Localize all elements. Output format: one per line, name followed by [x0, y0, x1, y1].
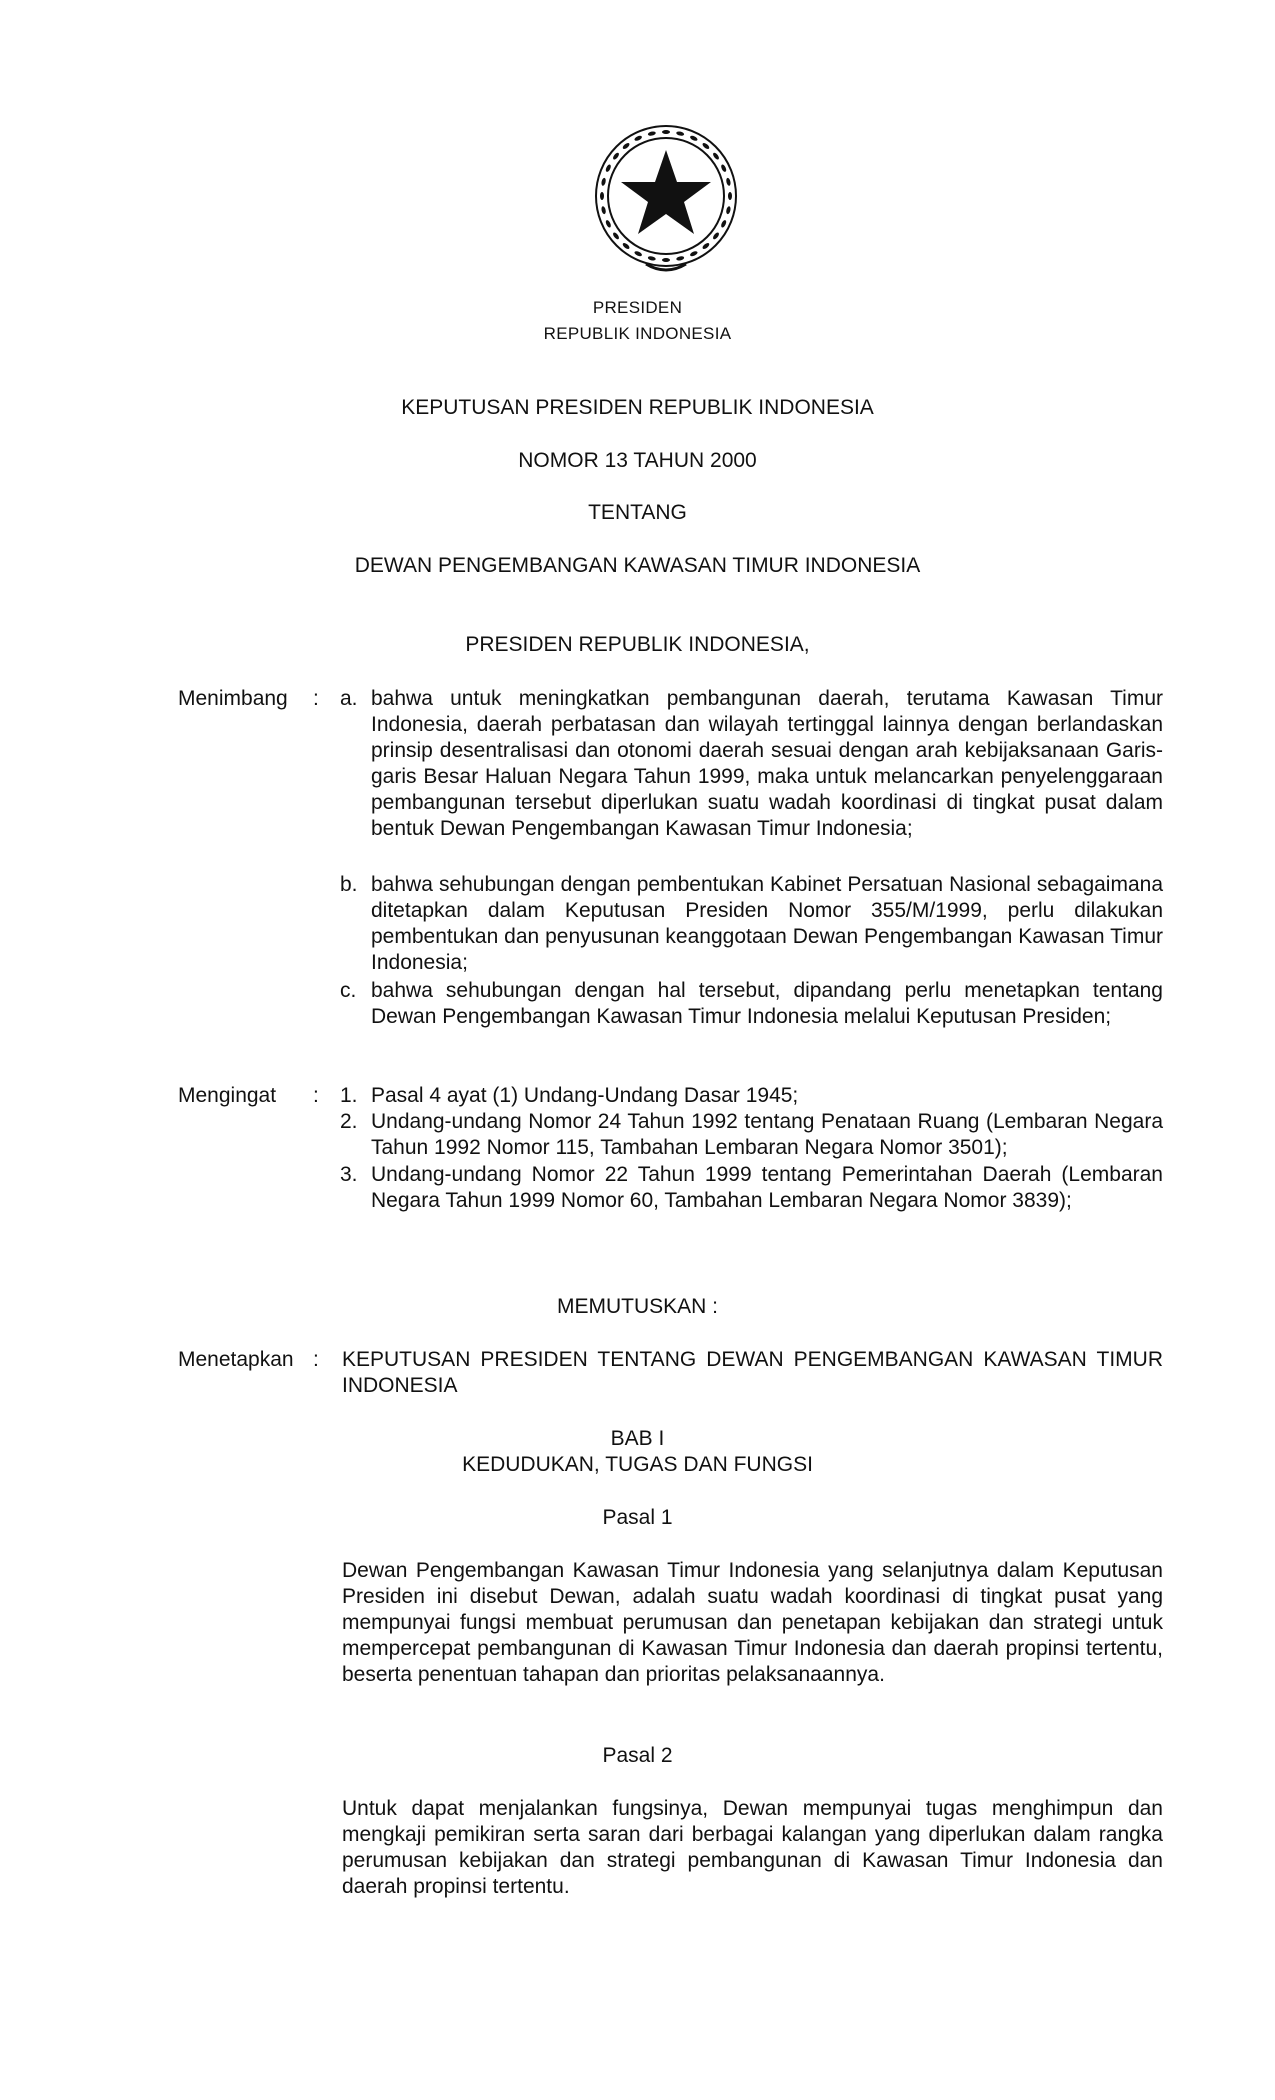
wreath-leaf-icon [712, 232, 720, 241]
wreath-leaf-icon [622, 242, 631, 250]
mengingat-colon: : [313, 1084, 319, 1107]
wreath-leaf-icon [647, 256, 656, 262]
wreath-leaf-icon [605, 164, 612, 173]
wreath-leaf-icon [676, 131, 685, 137]
menimbang-marker-b: b. [340, 873, 358, 896]
decree-title: KEPUTUSAN PRESIDEN REPUBLIK INDONESIA [401, 396, 874, 419]
wreath-leaf-icon [634, 250, 643, 257]
mengingat-marker-3: 3. [340, 1163, 358, 1186]
decree-number: NOMOR 13 TAHUN 2000 [518, 449, 757, 472]
wreath-leaf-icon [702, 142, 711, 150]
wreath-leaf-icon [600, 192, 604, 200]
menetapkan-label: Menetapkan [178, 1348, 294, 1371]
wreath-leaf-icon [728, 192, 732, 200]
wreath-leaf-icon [647, 131, 656, 137]
wreath-leaf-icon [601, 177, 607, 186]
wreath-leaf-icon [612, 232, 620, 241]
mengingat-item-1: Pasal 4 ayat (1) Undang-Undang Dasar 1945; [371, 1084, 799, 1107]
wreath-leaf-icon [662, 258, 670, 262]
menetapkan-colon: : [313, 1348, 319, 1371]
mengingat-label: Mengingat [178, 1084, 277, 1107]
menimbang-label: Menimbang [178, 687, 288, 710]
wreath-leaf-icon [720, 219, 727, 228]
pasal-2-text: Untuk dapat menjalankan fungsinya, Dewan mempunyai tugas menghimpun dan mengkaji pemikiran serta saran dari berbagai kalangan yang diperlukan dalam rangka perumusan kebijakan dan strategi pembangunan di Kawasan Timur Indonesia dan daerah propinsi tertentu. [342, 1797, 1163, 1898]
wreath-leaf-icon [702, 242, 711, 250]
wreath-leaf-icon [676, 256, 685, 262]
bab-number: BAB I [610, 1427, 665, 1450]
mengingat-marker-1: 1. [340, 1084, 358, 1107]
wreath-leaf-icon [689, 250, 698, 257]
wreath-leaf-icon [726, 177, 732, 186]
emblem-caption-presiden: PRESIDEN [592, 298, 683, 317]
wreath-leaf-icon [612, 152, 620, 161]
menimbang-marker-c: c. [340, 979, 357, 1002]
menimbang-item-a: bahwa untuk meningkatkan pembangunan daerah, terutama Kawasan Timur Indonesia, daerah perbatasan dan wilayah tertinggal lainnya dengan berlandaskan prinsip desentralisasi dan otonomi daerah sesuai dengan arah kebijaksanaan Garis-garis Besar Haluan Negara Tahun 1999, maka untuk melancarkan penyelenggaraan pembangunan tersebut diperlukan suatu wadah koordinasi di tingkat pusat dalam bentuk Dewan Pengembangan Kawasan Timur Indonesia; [371, 687, 1163, 840]
decree-about: TENTANG [588, 501, 687, 524]
menimbang-item-c: bahwa sehubungan dengan hal tersebut, dipandang perlu menetapkan tentang Dewan Pengembangan Kawasan Timur Indonesia melalui Keputusan Presiden; [371, 979, 1163, 1028]
wreath-leaf-icon [662, 130, 670, 134]
pasal-2-heading: Pasal 2 [602, 1744, 673, 1767]
wreath-leaf-icon [601, 206, 607, 215]
menetapkan-text: KEPUTUSAN PRESIDEN TENTANG DEWAN PENGEMBANGAN KAWASAN TIMUR INDONESIA [342, 1348, 1163, 1397]
wreath-leaf-icon [726, 206, 732, 215]
wreath-leaf-icon [720, 164, 727, 173]
menimbang-colon: : [313, 687, 319, 710]
wreath-leaf-icon [689, 135, 698, 142]
memutuskan-heading: MEMUTUSKAN : [556, 1295, 718, 1318]
emblem-caption-republik: REPUBLIK INDONESIA [543, 324, 732, 343]
pasal-1-heading: Pasal 1 [602, 1506, 673, 1529]
mengingat-item-3: Undang-undang Nomor 22 Tahun 1999 tentang Pemerintahan Daerah (Lembaran Negara Tahun 1999 Nomor 60, Tambahan Lembaran Negara Nomor 3839); [371, 1163, 1163, 1212]
wreath-leaf-icon [605, 219, 612, 228]
mengingat-marker-2: 2. [340, 1110, 358, 1133]
menimbang-item-b: bahwa sehubungan dengan pembentukan Kabinet Persatuan Nasional sebagaimana ditetapkan dalam Keputusan Presiden Nomor 355/M/1999, perlu dilakukan pembentukan dan penyusunan keanggotaan Dewan Pengembangan Kawasan Timur Indonesia; [371, 873, 1163, 974]
wreath-leaf-icon [634, 135, 643, 142]
menimbang-marker-a: a. [340, 687, 358, 710]
wreath-leaf-icon [712, 152, 720, 161]
decree-subject: DEWAN PENGEMBANGAN KAWASAN TIMUR INDONESIA [354, 554, 921, 577]
wreath-leaf-icon [622, 142, 631, 150]
bab-title: KEDUDUKAN, TUGAS DAN FUNGSI [462, 1453, 813, 1476]
garuda-star-emblem-icon [586, 116, 746, 276]
mengingat-item-2: Undang-undang Nomor 24 Tahun 1992 tentang Penataan Ruang (Lembaran Negara Tahun 1992 Nomor 115, Tambahan Lembaran Negara Nomor 3501); [371, 1110, 1163, 1159]
pasal-1-text: Dewan Pengembangan Kawasan Timur Indonesia yang selanjutnya dalam Keputusan Presiden ini disebut Dewan, adalah suatu wadah koordinasi di tingkat pusat yang mempunyai fungsi membuat perumusan dan penetapan kebijakan dan strategi untuk mempercepat pembangunan di Kawasan Timur Indonesia dan daerah propinsi tertentu, beserta penentuan tahapan dan prioritas pelaksanaannya. [342, 1559, 1163, 1686]
decree-authority: PRESIDEN REPUBLIK INDONESIA, [465, 633, 810, 656]
